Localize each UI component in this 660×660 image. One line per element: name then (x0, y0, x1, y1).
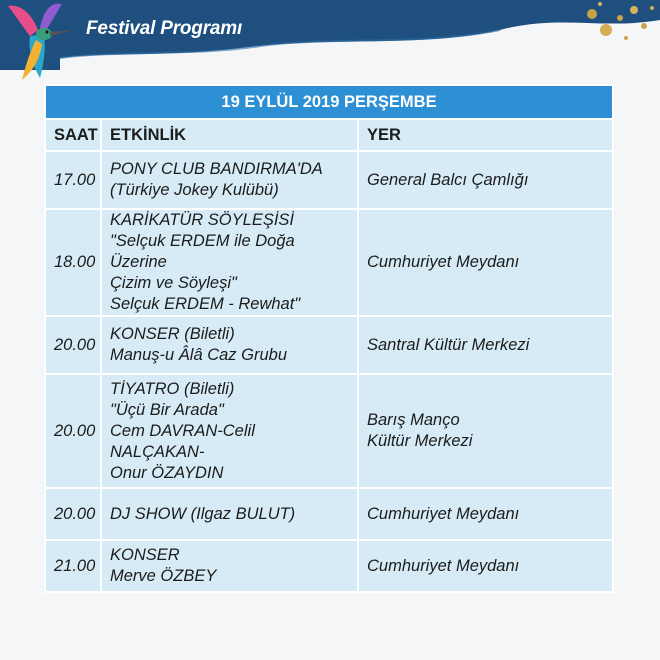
table-row (45, 209, 613, 316)
place-cell (358, 209, 613, 316)
place-line: Cumhuriyet Meydanı (367, 504, 520, 523)
event-line: Manuş-u Âlâ Caz Grubu (110, 346, 287, 364)
festival-schedule-table (44, 84, 614, 593)
date-heading-row (45, 85, 613, 119)
time-cell: 20.00 (45, 374, 101, 488)
event-cell (101, 540, 358, 592)
place-cell (358, 316, 613, 374)
time-cell: 20.00 (45, 316, 101, 374)
column-header-row (45, 119, 613, 151)
event-cell (101, 151, 358, 209)
time-cell: 20.00 (45, 488, 101, 540)
event-line: Onur ÖZAYDIN (110, 463, 224, 482)
event-line: Merve ÖZBEY (110, 567, 217, 585)
event-cell (101, 488, 358, 540)
header-banner (0, 0, 660, 70)
table-row (45, 151, 613, 209)
place-cell (358, 374, 613, 488)
page-title: Festival Programı (86, 18, 243, 39)
place-cell (358, 540, 613, 592)
table-row (45, 540, 613, 592)
place-line: Kültür Merkezi (367, 432, 473, 450)
column-header-time: SAAT (45, 119, 101, 151)
event-line: KONSER (Biletli) (110, 325, 235, 343)
table-row (45, 316, 613, 374)
column-header-event: ETKİNLİK (101, 119, 358, 151)
event-line: PONY CLUB BANDIRMA'DA (110, 160, 323, 178)
time-cell: 18.00 (45, 209, 101, 316)
place-line: Barış Manço (367, 411, 460, 429)
event-line: Cem DAVRAN-Celil NALÇAKAN- (110, 421, 255, 461)
hummingbird-logo-icon (0, 0, 80, 84)
place-line: General Balcı Çamlığı (367, 170, 529, 189)
event-cell (101, 209, 358, 316)
event-line: "Selçuk ERDEM ile Doğa Üzerine (110, 232, 295, 271)
event-cell (101, 316, 358, 374)
event-line: KARİKATÜR SÖYLEŞİSİ (110, 211, 294, 229)
event-line: (Türkiye Jokey Kulübü) (110, 181, 279, 199)
table-row (45, 488, 613, 540)
place-cell (358, 151, 613, 209)
event-line: DJ SHOW (Ilgaz BULUT) (110, 504, 296, 523)
table-row (45, 374, 613, 488)
event-line: Selçuk ERDEM - Rewhat" (110, 295, 301, 313)
place-cell (358, 488, 613, 540)
event-line: TİYATRO (Biletli) (110, 379, 235, 398)
column-header-place: YER (358, 119, 613, 151)
place-line: Cumhuriyet Meydanı (367, 253, 520, 271)
event-line: KONSER (110, 546, 180, 564)
place-line: Cumhuriyet Meydanı (367, 556, 520, 575)
event-line: "Üçü Bir Arada" (110, 400, 224, 419)
date-heading: 19 EYLÜL 2019 PERŞEMBE (45, 85, 613, 119)
place-line: Santral Kültür Merkezi (367, 335, 530, 354)
time-cell: 21.00 (45, 540, 101, 592)
time-cell: 17.00 (45, 151, 101, 209)
event-cell (101, 374, 358, 488)
event-line: Çizim ve Söyleşi" (110, 274, 237, 292)
